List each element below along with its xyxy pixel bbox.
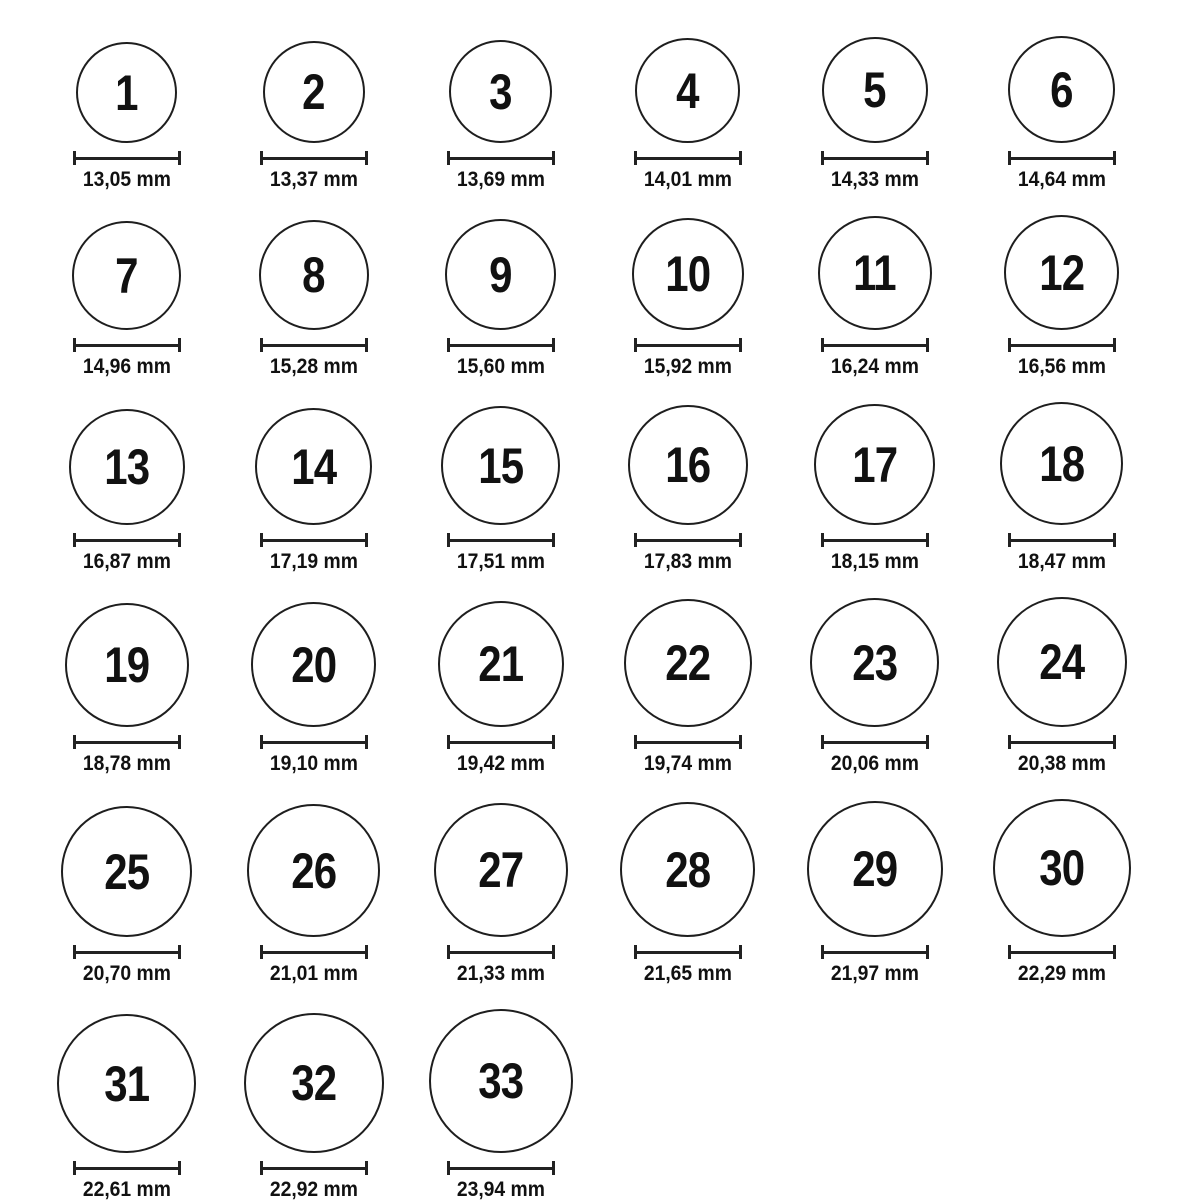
ring-size-number: 6	[1050, 61, 1073, 118]
ring-size-cell	[33, 409, 220, 573]
ring-size-cell	[33, 603, 220, 775]
diameter-measure-line	[634, 945, 742, 959]
diameter-measure-line	[447, 945, 555, 959]
diameter-label: 18,47 mm	[1017, 550, 1106, 573]
ring-size-number: 29	[851, 841, 898, 897]
ring-size-row	[33, 1009, 1167, 1200]
diameter-measure-line	[260, 151, 368, 165]
diameter-measure-line	[447, 533, 555, 547]
ring-size-cell	[968, 215, 1155, 378]
diameter-label: 20,38 mm	[1017, 752, 1106, 775]
diameter-measure-line	[260, 338, 368, 352]
ring-size-number: 4	[676, 62, 699, 119]
ring-size-row	[33, 402, 1167, 573]
diameter-label: 22,29 mm	[1017, 962, 1106, 985]
diameter-label: 23,94 mm	[456, 1178, 545, 1200]
diameter-measure-line	[821, 151, 929, 165]
diameter-measure-line	[634, 151, 742, 165]
ring-size-number: 30	[1038, 840, 1085, 896]
diameter-measure-line	[634, 533, 742, 547]
diameter-label: 17,19 mm	[269, 550, 358, 573]
ring-size-cell	[407, 803, 594, 985]
diameter-label: 19,74 mm	[643, 752, 732, 775]
diameter-measure-line	[634, 338, 742, 352]
ring-size-number: 19	[103, 637, 150, 693]
diameter-label: 14,01 mm	[643, 168, 732, 191]
ring-size-number: 1	[115, 64, 138, 121]
diameter-label: 13,69 mm	[456, 168, 545, 191]
ring-size-number: 27	[477, 842, 524, 898]
ring-circle	[441, 406, 560, 525]
ring-circle	[263, 41, 365, 143]
ring-circle	[251, 602, 376, 727]
diameter-measure-line	[821, 945, 929, 959]
diameter-measure-line	[1008, 338, 1116, 352]
ring-circle	[72, 221, 181, 330]
diameter-label: 20,70 mm	[82, 962, 171, 985]
ring-size-cell	[407, 40, 594, 191]
ring-circle	[822, 37, 928, 143]
ring-size-cell	[220, 41, 407, 191]
ring-size-number: 26	[290, 842, 337, 899]
diameter-label: 19,42 mm	[456, 752, 545, 775]
ring-size-number: 32	[290, 1055, 337, 1111]
ring-size-row	[33, 36, 1167, 191]
ring-size-number: 16	[664, 437, 711, 493]
ring-circle	[997, 597, 1127, 727]
ring-size-cell	[968, 799, 1155, 985]
diameter-label: 13,37 mm	[269, 168, 358, 191]
ring-size-cell	[407, 601, 594, 775]
diameter-measure-line	[73, 945, 181, 959]
ring-circle	[1000, 402, 1123, 525]
ring-size-row	[33, 215, 1167, 378]
ring-size-cell	[33, 221, 220, 378]
ring-size-number: 3	[489, 63, 512, 120]
ring-size-cell	[33, 1014, 220, 1200]
ring-size-cell	[968, 36, 1155, 191]
ring-size-cell	[968, 402, 1155, 573]
diameter-label: 16,24 mm	[830, 355, 919, 378]
diameter-label: 16,56 mm	[1017, 355, 1106, 378]
ring-size-number: 31	[103, 1055, 150, 1112]
ring-size-cell	[407, 1009, 594, 1200]
ring-circle	[635, 38, 740, 143]
ring-size-number: 23	[851, 634, 898, 691]
diameter-measure-line	[73, 1161, 181, 1175]
diameter-label: 18,78 mm	[82, 752, 171, 775]
diameter-label: 22,92 mm	[269, 1178, 358, 1200]
ring-circle	[255, 408, 372, 525]
ring-circle	[247, 804, 380, 937]
diameter-measure-line	[821, 338, 929, 352]
diameter-label: 22,61 mm	[82, 1178, 171, 1200]
ring-size-number: 7	[115, 247, 138, 304]
diameter-label: 20,06 mm	[830, 752, 919, 775]
ring-size-number: 2	[302, 64, 325, 120]
diameter-measure-line	[634, 735, 742, 749]
ring-size-number: 25	[103, 843, 150, 900]
ring-size-cell	[781, 404, 968, 573]
diameter-label: 13,05 mm	[82, 168, 171, 191]
ring-size-cell	[781, 801, 968, 985]
ring-circle	[244, 1013, 384, 1153]
ring-circle	[61, 806, 192, 937]
diameter-measure-line	[260, 1161, 368, 1175]
ring-circle	[434, 803, 568, 937]
ring-size-number: 22	[664, 635, 711, 691]
ring-size-cell	[781, 37, 968, 191]
diameter-label: 15,28 mm	[269, 355, 358, 378]
ring-size-number: 12	[1038, 244, 1085, 301]
diameter-measure-line	[260, 945, 368, 959]
ring-size-row	[33, 597, 1167, 775]
diameter-label: 19,10 mm	[269, 752, 358, 775]
ring-circle	[1004, 215, 1119, 330]
ring-circle	[69, 409, 185, 525]
diameter-measure-line	[1008, 945, 1116, 959]
diameter-measure-line	[1008, 151, 1116, 165]
ring-circle	[810, 598, 939, 727]
ring-circle	[449, 40, 552, 143]
ring-size-cell	[407, 219, 594, 378]
diameter-measure-line	[447, 338, 555, 352]
diameter-measure-line	[1008, 735, 1116, 749]
ring-circle	[814, 404, 935, 525]
ring-size-cell	[33, 42, 220, 191]
ring-circle	[624, 599, 752, 727]
diameter-measure-line	[73, 338, 181, 352]
diameter-measure-line	[447, 1161, 555, 1175]
ring-size-cell	[220, 804, 407, 985]
ring-circle	[259, 220, 369, 330]
ring-circle	[429, 1009, 573, 1153]
ring-size-number: 13	[103, 439, 150, 495]
diameter-label: 15,92 mm	[643, 355, 732, 378]
ring-size-cell	[968, 597, 1155, 775]
ring-size-number: 17	[851, 436, 898, 493]
ring-size-number: 14	[290, 438, 337, 495]
ring-size-number: 9	[489, 246, 512, 303]
ring-size-cell	[594, 599, 781, 775]
diameter-measure-line	[1008, 533, 1116, 547]
diameter-label: 17,51 mm	[456, 550, 545, 573]
ring-size-number: 24	[1038, 634, 1085, 690]
diameter-label: 15,60 mm	[456, 355, 545, 378]
diameter-label: 14,64 mm	[1017, 168, 1106, 191]
diameter-measure-line	[73, 735, 181, 749]
ring-size-cell	[781, 598, 968, 775]
ring-size-cell	[220, 408, 407, 573]
ring-size-row	[33, 799, 1167, 985]
diameter-label: 18,15 mm	[830, 550, 919, 573]
ring-size-number: 20	[290, 636, 337, 693]
ring-circle	[57, 1014, 196, 1153]
ring-circle	[76, 42, 177, 143]
ring-size-cell	[220, 220, 407, 378]
diameter-measure-line	[260, 735, 368, 749]
ring-size-number: 10	[664, 246, 711, 302]
ring-size-cell	[33, 806, 220, 985]
diameter-label: 14,33 mm	[830, 168, 919, 191]
diameter-measure-line	[821, 533, 929, 547]
ring-circle	[1008, 36, 1115, 143]
diameter-measure-line	[260, 533, 368, 547]
diameter-label: 21,97 mm	[830, 962, 919, 985]
diameter-measure-line	[73, 533, 181, 547]
ring-size-cell	[781, 216, 968, 378]
ring-circle	[620, 802, 755, 937]
ring-size-cell	[594, 405, 781, 573]
ring-size-cell	[220, 602, 407, 775]
ring-size-number: 5	[863, 62, 886, 118]
ring-size-number: 21	[477, 636, 524, 692]
ring-size-cell	[594, 802, 781, 985]
ring-circle	[807, 801, 943, 937]
ring-size-number: 18	[1038, 435, 1085, 492]
ring-circle	[628, 405, 748, 525]
diameter-measure-line	[447, 735, 555, 749]
ring-circle	[818, 216, 932, 330]
ring-size-number: 8	[302, 247, 325, 303]
ring-circle	[445, 219, 556, 330]
ring-size-number: 33	[477, 1053, 524, 1109]
diameter-measure-line	[821, 735, 929, 749]
ring-size-cell	[594, 38, 781, 191]
diameter-label: 16,87 mm	[82, 550, 171, 573]
diameter-measure-line	[447, 151, 555, 165]
ring-circle	[993, 799, 1131, 937]
diameter-label: 21,33 mm	[456, 962, 545, 985]
diameter-measure-line	[73, 151, 181, 165]
ring-circle	[65, 603, 189, 727]
diameter-label: 17,83 mm	[643, 550, 732, 573]
diameter-label: 21,65 mm	[643, 962, 732, 985]
ring-circle	[438, 601, 564, 727]
ring-size-number: 11	[853, 245, 896, 301]
ring-size-cell	[407, 406, 594, 573]
ring-size-cell	[220, 1013, 407, 1200]
ring-size-number: 28	[664, 841, 711, 898]
diameter-label: 21,01 mm	[269, 962, 358, 985]
ring-size-number: 15	[477, 437, 524, 494]
ring-size-rows	[33, 36, 1167, 1200]
ring-circle	[632, 218, 744, 330]
diameter-label: 14,96 mm	[82, 355, 171, 378]
ring-size-cell	[594, 218, 781, 378]
